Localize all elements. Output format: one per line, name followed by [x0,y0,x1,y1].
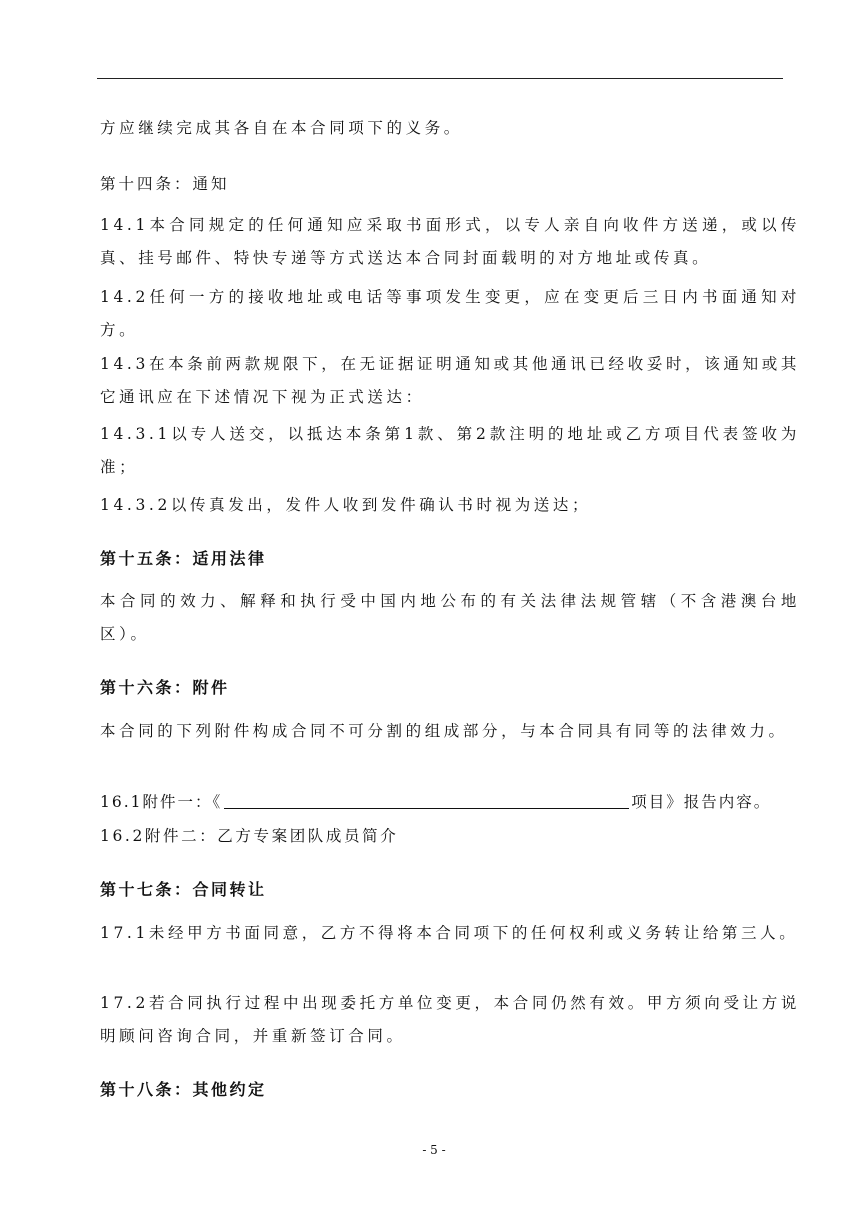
header-rule [97,78,783,79]
article-16-title: 第十六条：附件 [100,678,230,697]
article-16-1 [100,786,800,819]
article-16-text: 本合同的下列附件构成合同不可分割的组成部分，与本合同具有同等的法律效力。 [100,722,788,740]
article-16-2: 16.2附件二：乙方专案团队成员简介 [100,827,399,845]
continuation-text: 方应继续完成其各自在本合同项下的义务。 [100,119,463,137]
article-14-3: 14.3在本条前两款规限下，在无证据证明通知或其他通讯已经收妥时，该通知或其它通讯应在下述情况下视为正式送达： [100,355,800,406]
article-17-title: 第十七条：合同转让 [100,880,267,899]
article-14-2: 14.2任何一方的接收地址或电话等事项发生变更，应在变更后三日内书面通知对方。 [100,288,800,339]
article-18-title: 第十八条：其他约定 [100,1080,267,1099]
article-16-1-suffix: 项目》报告内容。 [631,793,772,811]
page-number: - 5 - [422,1143,446,1157]
article-15-text: 本合同的效力、解释和执行受中国内地公布的有关法律法规管辖（不含港澳台地区）。 [100,592,800,643]
article-16-1-prefix: 16.1附件一：《 [100,793,223,811]
article-14-title: 第十四条：通知 [100,175,230,193]
article-14-3-1: 14.3.1以专人送交，以抵达本条第1款、第2款注明的地址或乙方项目代表签收为准； [100,425,800,476]
article-17-1: 17.1未经甲方书面同意，乙方不得将本合同项下的任何权利或义务转让给第三人。 [100,924,799,942]
blank-underline [224,792,629,809]
article-17-2: 17.2若合同执行过程中出现委托方单位变更，本合同仍然有效。甲方须向受让方说明顾问咨询合同，并重新签订合同。 [100,994,800,1045]
article-14-3-2: 14.3.2以传真发出，发件人收到发件确认书时视为送达； [100,496,592,514]
article-14-1: 14.1本合同规定的任何通知应采取书面形式，以专人亲自向收件方送递，或以传真、挂号邮件、特快专递等方式送达本合同封面载明的对方地址或传真。 [100,216,800,267]
article-15-title: 第十五条：适用法律 [100,549,267,568]
